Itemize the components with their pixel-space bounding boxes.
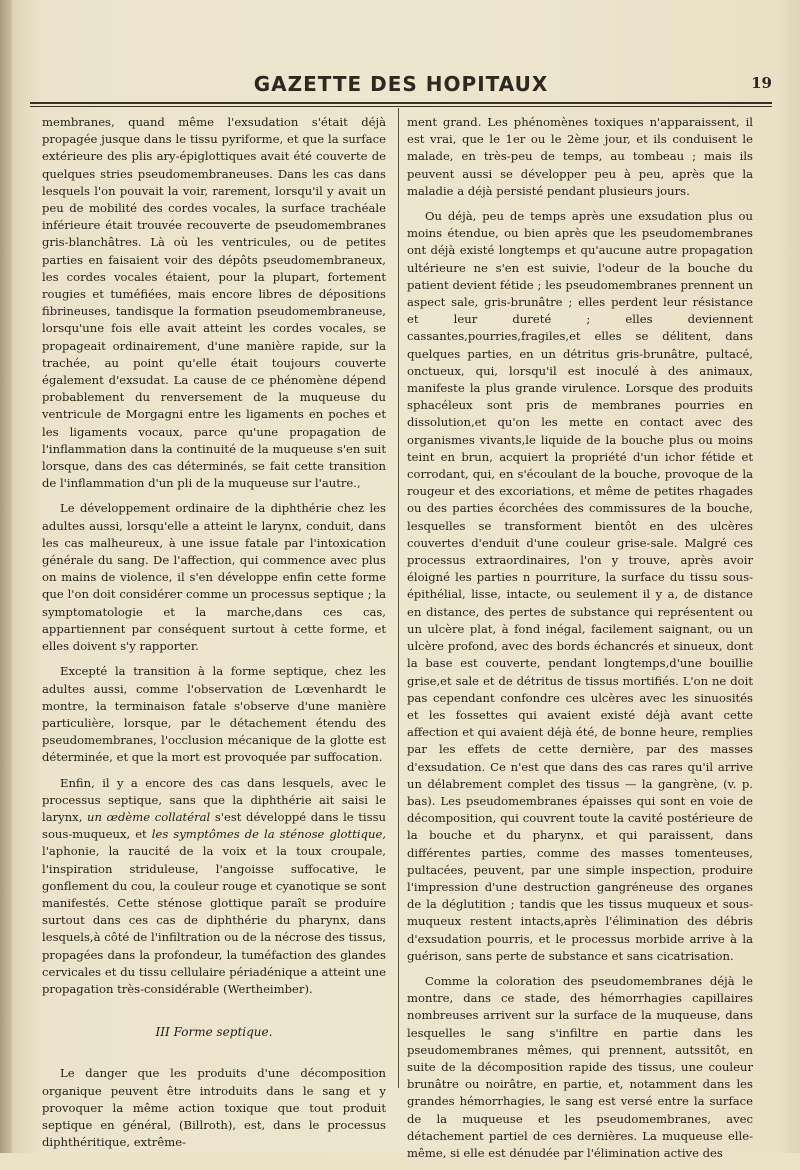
paragraph: ment grand. Les phénomènes toxiques n'apparaissent, il est vrai, que le 1er ou le 2ème jour, et ils conduisent le malade, en très-peu de temps, au tombeau ; mais ils peuvent aussi se développer peu à peu, après que la maladie a déjà persisté pendant plusieurs jours. <box>407 115 753 198</box>
journal-title: GAZETTE DES HOPITAUX <box>253 72 549 96</box>
left-column <box>42 114 386 1159</box>
paragraph: Le développement ordinaire de la diphthérie chez les adultes aussi, lorsqu'elle a atteint le larynx, conduit, dans les cas malheureux, à une issue fatale par l'intoxication générale du sang. De l'affection, qui commence avec plus on mains de violence, il s'en développe enfin cette forme que l'on doit considérer comme un processus septique ; la symptomatologie et la marche,dans ces cas, appartiennent par conséquent surtout à cette forme, et elles doivent s'y rapporter. <box>42 501 386 654</box>
paragraph: membranes, quand même l'exsudation s'était déjà propagée jusque dans le tissu pyriforme, et que la surface extérieure des plis ary-épiglottiques avait été couverte de quelques stries pseudomembraneuses. Dans les cas dans lesquels l'on pouvait la voir, rarement, lorsqu'il y avait un peu de mobilité des cordes vocales, la surface trachéale inférieure était trouvée recouverte de pseudomembranes gris-blanchâtres. Là où les ventricules, ou de petites parties en faisaient voir des dépôts pseudomembraneux, les cordes vocales étaient, pour la plupart, fortement rougies et tuméfiées, mais encore libres de dépositions fibrineuses, tandisque la formation pseudomembraneuse, lorsqu'une fois elle avait atteint les cordes vocales, se propageait ordinairement, d'une manière rapide, sur la trachée, au point qu'elle était toujours couverte également d'exsudat. La cause de ce phénomène dépend probablement du renversement de la muqueuse du ventricule de Morgagni entre les ligaments en poches et les ligaments vocaux, parce qu'une propagation de l'inflammation dans la continuité de la muqueuse s'en suit lorsque, dans des cas déterminés, se fait cette transition de l'inflammation d'un pli de la muqueuse sur l'autre., <box>42 115 386 491</box>
paragraph-text: s'est développé dans le tissu sous-muqueux, et <box>42 809 387 842</box>
column-divider <box>398 108 399 1088</box>
paragraph: Excepté la transition à la forme septique, chez les adultes aussi, comme l'observation de Lœvenhardt le montre, la terminaison fatale s'observe d'une manière particulière, lorsque, par le détachement étendu des pseudomembranes, l'occlusion mécanique de la glotte est déterminée, et que la mort est provoquée par suffocation. <box>42 664 386 765</box>
paragraph-text: l'aphonie, la raucité de la voix et la toux croupale, l'inspiration striduleuse, l'angoisse suffocative, le gonflement du cou, la couleur rouge et cyanotique se sont manifestés. Cette sténose glottique paraît se produire surtout dans ces cas de diphthérie du pharynx, dans lesquels,à côté de l'infiltration ou de la nécrose des tissus, propagées dans la profondeur, la tuméfaction des glandes cervicales et du tissu cellulaire périadénique a atteint une propagation très-considérable (Wertheimber). <box>42 844 386 996</box>
page-number: 19 <box>751 74 772 92</box>
paragraph: Comme la coloration des pseudomembranes déjà le montre, dans ce stade, des hémorrhagies capillaires nombreuses arrivent sur la surface de la muqueuse, dans lesquelles le sang s'infiltre en partie dans les pseudomembranes mêmes, qui prennent, autssitôt, en suite de la décomposition rapide des tissus, une couleur brunâtre ou noirâtre, en partie, et, notamment dans les grandes hémorrhagies, le sang est versé entre la surface de la muqueuse et les pseudomembranes, avec détachement partiel de ces dernières. La muqueuse elle-même, si elle est dénudée par l'élimination active des <box>407 973 753 1160</box>
paragraph-text: Enfin, il y a encore des cas dans lesquels, avec le processus septique, sans que la diphthérie ait saisi le larynx, <box>42 775 386 824</box>
paragraph: Ou déjà, peu de temps après une exsudation plus ou moins étendue, ou bien après que les pseudomembranes ont déjà existé longtemps et qu'aucune autre propagation ultérieure ne s'en est suivie, l'odeur de la bouche du patient devient fétide ; les pseudomembranes prennent un aspect sale, gris-brunâtre ; elles perdent leur résistance et leur dureté ; elles deviennent cassantes,pourries,fragiles,et elles se délitent, dans quelques parties, en un détritus gris-brunâtre, pultacé, onctueux, qui, lorsqu'il est inoculé à des animaux, manifeste la plus grande virulence. Lorsque des produits sphacéleux sont pris de membranes pourries en dissolution,et qu'on les mette en contact avec des organismes vivants,le liquide de la bouche plus ou moins teint en brun, acquiert la propriété d'un ichor fétide et corrodant, qui, en s'écoulant de la bouche, provoque de la rougeur et des excoriations, et même de petites rhagades ou des parties écorchées des commissures de la bouche, lesquelles se transforment bientôt en des ulcères couvertes d'enduit d'une couleur grise-sale. Malgré ces processus extraordinaires, l'on y trouve, après avoir éloigné les parties n pourriture, la surface du tissu sous-épithélial, lisse, intacte, ou seulement il y a, de distance en distance, des pertes de substance qui représentent ou un ulcère plat, à fond inégal, facilement saignant, ou un ulcère profond, avec des bords échancrés et sinueux, dont la base est couverte, pendant longtemps,d'une bouillie grise,et sale et de détritus de tissus mortifiés. L'on ne doit pas cependant confondre ces ulcères avec les sinuosités et les fossettes qui avaient existé déjà avant cette affection et qui avaient déjà été, de bonne heure, remplies par les effets de cette dernière, par des masses d'exsudation. Ce n'est que dans des cas rares qu'il arrive un délabrement complet des tissus — la gangrène, (v. p. bas). Les pseudomembranes épaisses qui sont en voie de décomposition, qui couvrent toute la cavité postérieure de la bouche et du pharynx, et qui paraissent, dans différentes parties, comme des masses tomenteuses, pultacées, peuvent, par une simple inspection, produire l'impression d'une destruction gangréneuse des organes de la déglutition ; tandis que les tissus muqueux et sous-muqueux restent intacts,après l'élimination des débris d'exsudation pourris, et le processus morbide arrive à la guérison, sans perte de substance et sans cicatrisation. <box>407 209 753 963</box>
right-column <box>407 114 753 1170</box>
paragraph <box>42 775 386 999</box>
paragraph-emphasis: un œdème collatéral <box>87 809 211 824</box>
header-rule <box>30 102 772 104</box>
page-binding-edge <box>0 0 12 1153</box>
page-header <box>30 64 772 104</box>
paragraph: Le danger que les produits d'une décomposition organique peuvent être introduits dans le sang et y provoquer la même action toxique que tout produit septique en général, (Billroth), est, dans le processus diphthéritique, extrême- <box>42 1066 386 1150</box>
paragraph-emphasis: les symptômes de la sténose glottique, <box>151 827 386 842</box>
header-rule-thin <box>30 106 772 107</box>
section-heading: III Forme septique. <box>155 1025 273 1040</box>
